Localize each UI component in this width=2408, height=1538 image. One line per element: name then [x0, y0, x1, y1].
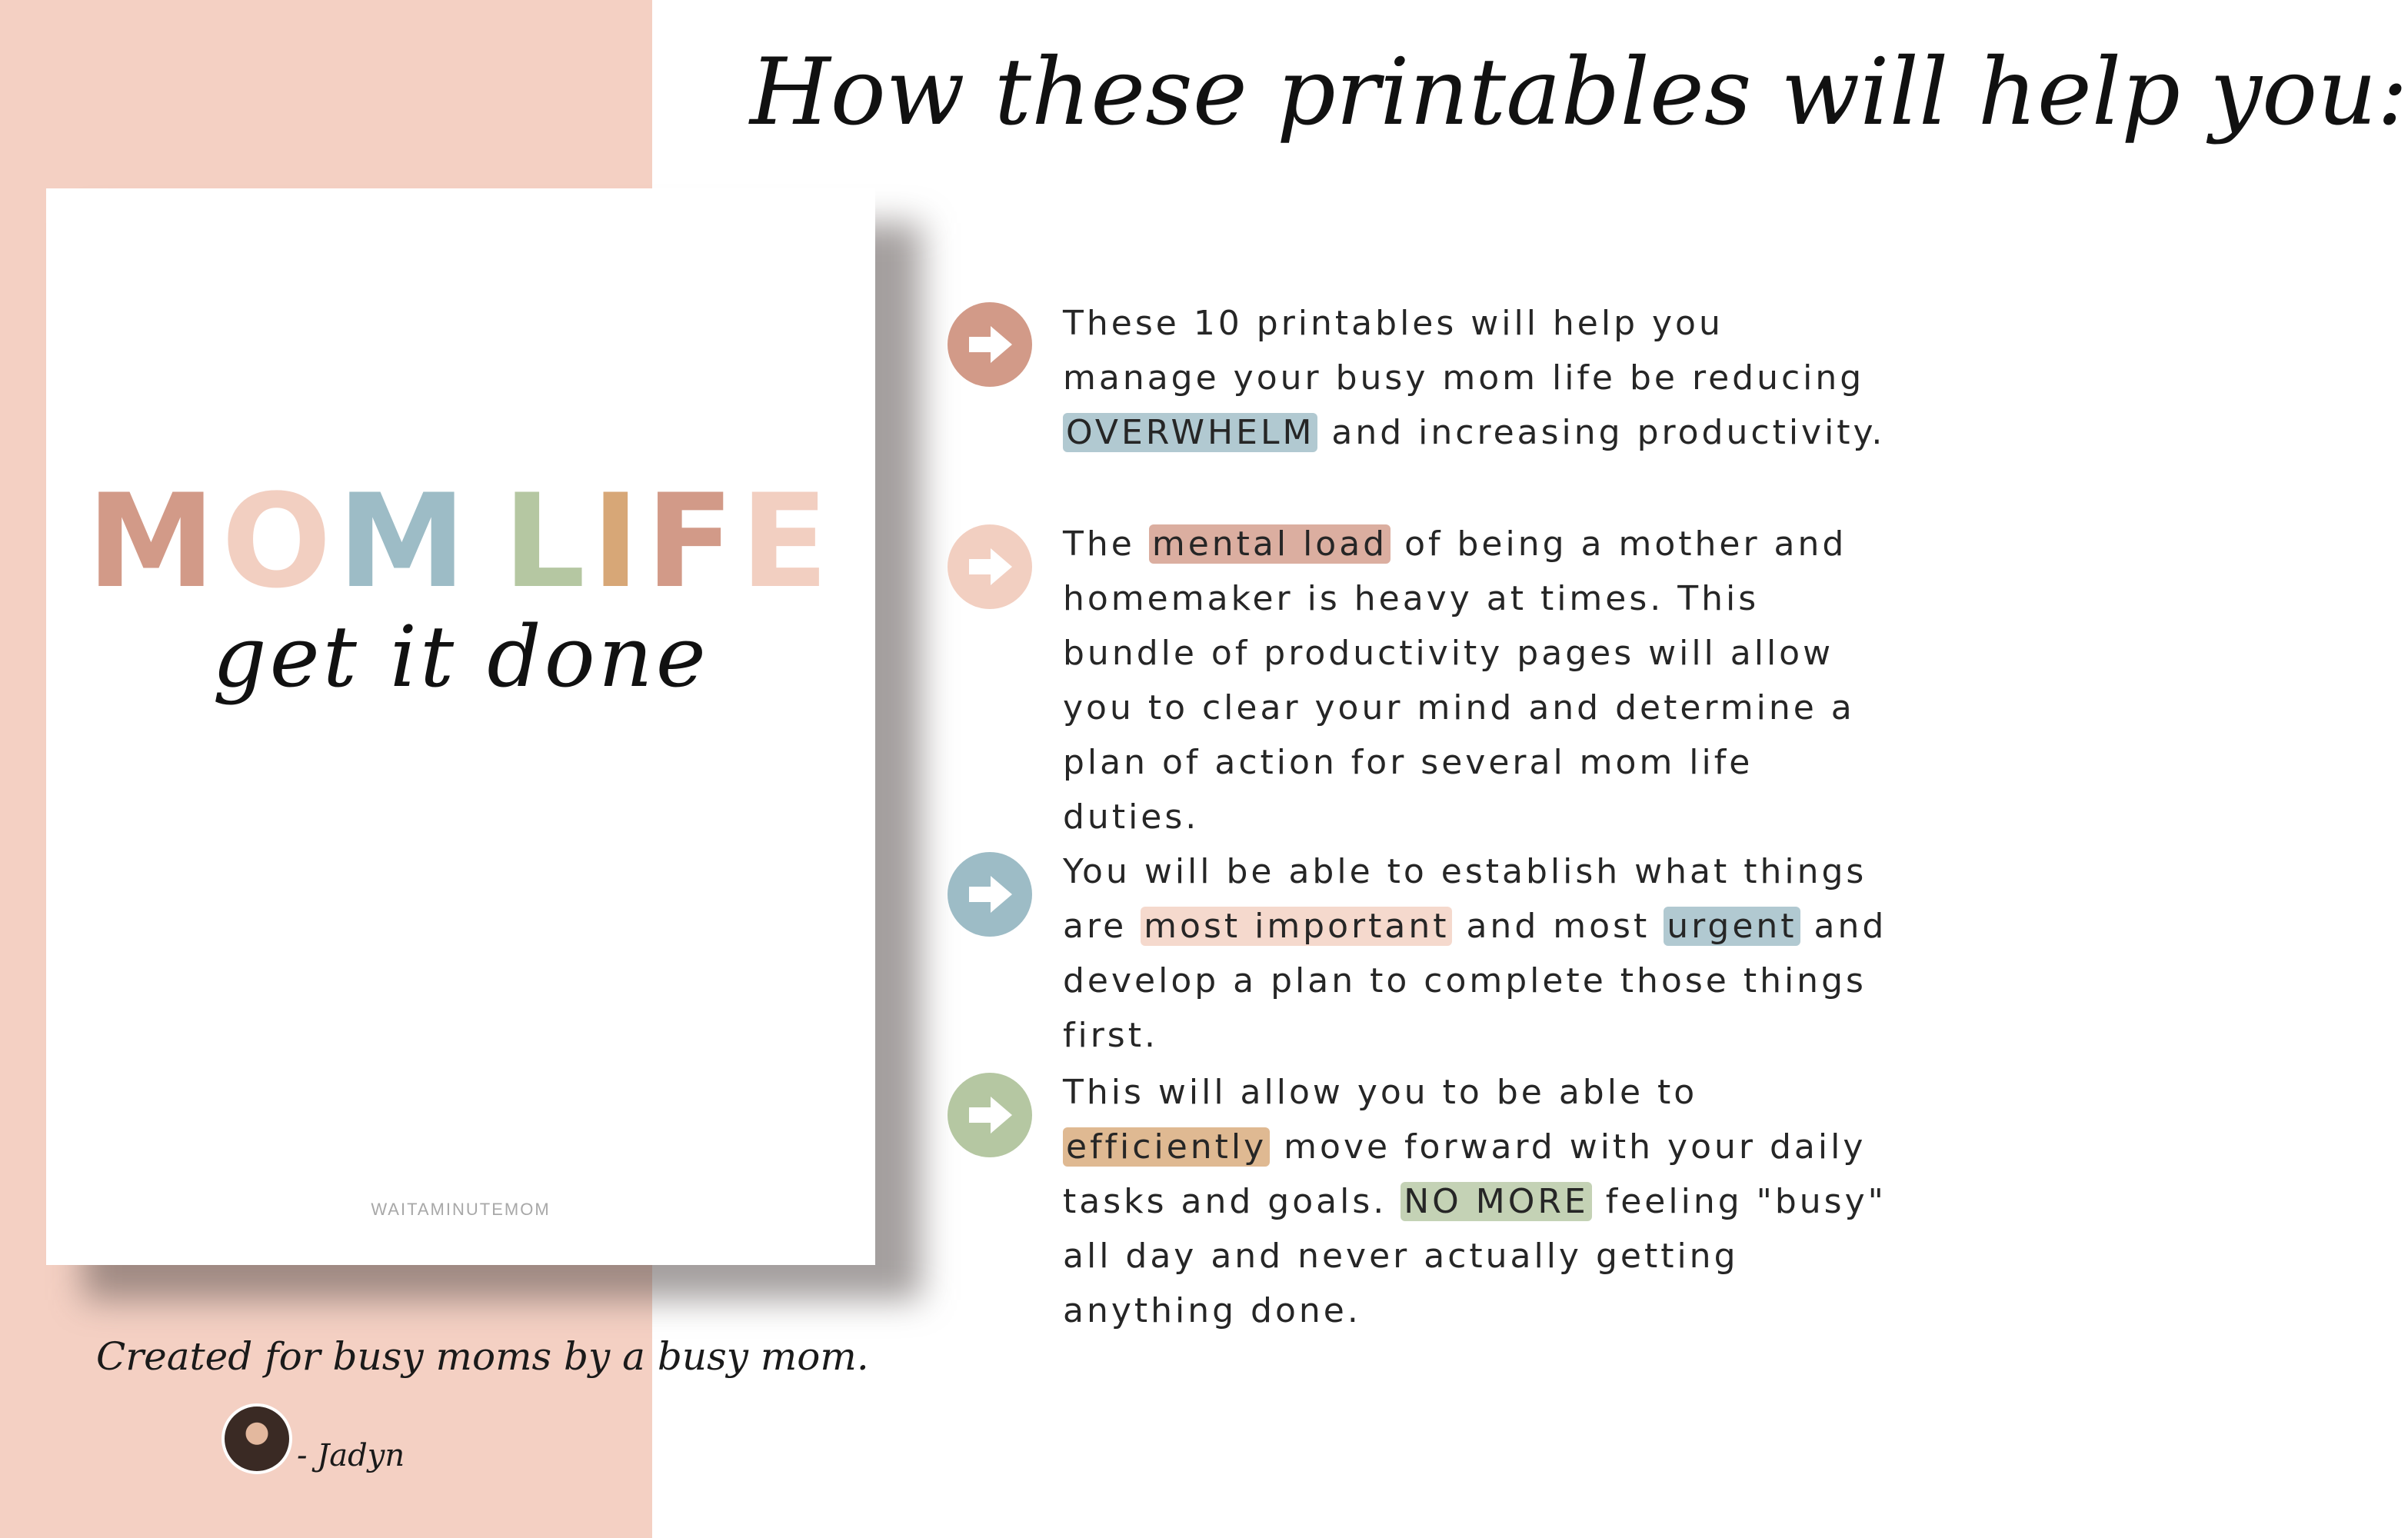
paragraph-text: and increasing productivity. [1317, 413, 1886, 452]
benefit-paragraph-4 [1063, 1065, 1893, 1338]
paragraph-text: These 10 printables will help you manage your busy mom life be reducing [1063, 304, 1865, 398]
arrow-right-icon [948, 524, 1032, 609]
cover-title-letter: L [503, 466, 592, 617]
paragraph-text: and most [1452, 907, 1664, 946]
cover-title-letter: O [221, 466, 338, 617]
avatar [221, 1403, 292, 1474]
cover-title-letter [472, 477, 503, 606]
printable-cover-sheet [46, 188, 875, 1265]
cover-title-letter: E [740, 466, 835, 617]
cover-title-letter: I [591, 466, 646, 617]
paragraph-text: and develop a plan to complete those things first. [1063, 907, 1887, 1055]
highlighted-phrase: most important [1141, 907, 1452, 946]
arrow-right-icon [948, 852, 1032, 937]
benefit-paragraph-1 [1063, 296, 1893, 460]
paragraph-text: move forward with your daily tasks and goals. [1063, 1127, 1867, 1221]
highlighted-phrase: efficiently [1063, 1127, 1270, 1167]
cover-footer-brand: WAITAMINUTEMOM [371, 1200, 551, 1219]
cover-subtitle: get it done [212, 608, 709, 706]
cover-title-letter: M [337, 466, 473, 617]
benefit-paragraph-3 [1063, 844, 1893, 1063]
highlighted-phrase: NO MORE [1401, 1182, 1592, 1221]
arrow-right-icon [948, 1073, 1032, 1157]
paragraph-text: feeling "busy" all day and never actually getting anything done. [1063, 1182, 1887, 1330]
paragraph-text: This will allow you to be able to [1063, 1073, 1698, 1112]
benefit-paragraph-2 [1063, 517, 1893, 844]
highlighted-phrase: urgent [1664, 907, 1800, 946]
highlighted-phrase: OVERWHELM [1063, 413, 1317, 452]
page-headline: How these printables will help you: [750, 39, 2408, 146]
author-signature: - Jadyn [297, 1438, 405, 1473]
cover-title-letter: M [86, 466, 222, 617]
paragraph-text: The [1063, 524, 1149, 564]
cover-title [46, 466, 875, 617]
created-by-tagline: Created for busy moms by a busy mom. [96, 1334, 869, 1379]
paragraph-text: You will be able to establish what things are [1063, 852, 1867, 946]
paragraph-text: of being a mother and homemaker is heavy at times. This bundle of productivity pages will allow you to clear your mind and determine a plan of action for several mom life duties. [1063, 524, 1855, 837]
highlighted-phrase: mental load [1149, 524, 1391, 564]
arrow-right-icon [948, 302, 1032, 387]
cover-title-letter: F [645, 466, 741, 617]
